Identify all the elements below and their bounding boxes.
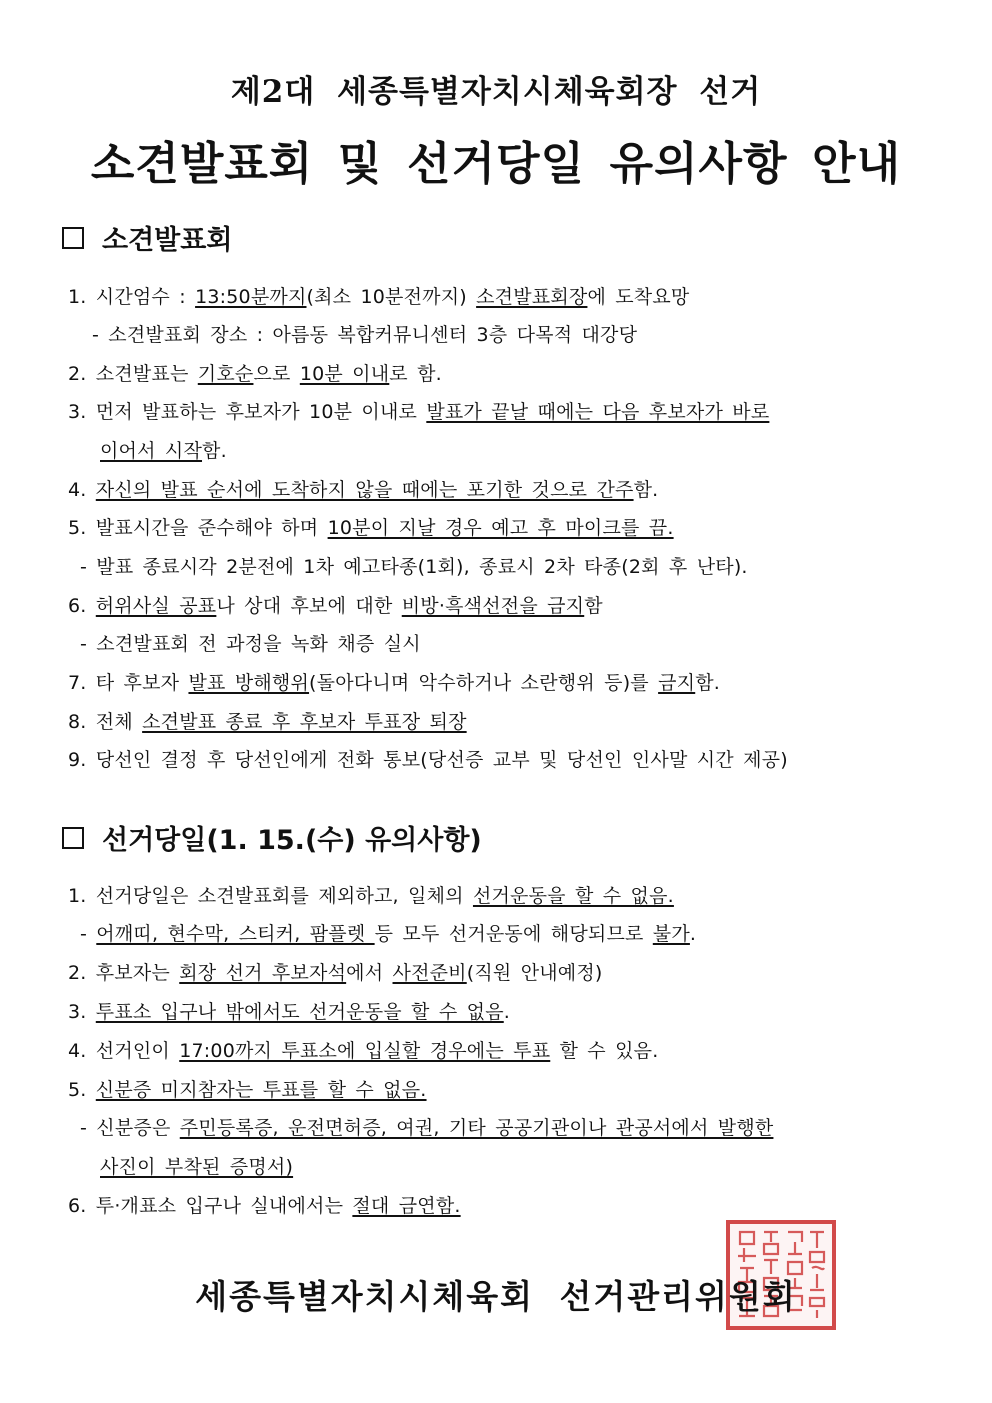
emphasized-text: 선거운동을 할 수 없음. (472, 885, 674, 907)
section-heading-label: 선거당일(1. 15.(수) 유의사항) (102, 825, 482, 856)
rule-line (80, 919, 696, 946)
rule-text: . (503, 1001, 510, 1023)
emphasized-text: 기호순 (197, 363, 254, 385)
emphasized-text: 이어서 시작 (100, 440, 203, 462)
rule-text: 함 (584, 595, 603, 617)
emphasized-text: 소견발표 종료 후 후보자 투표장 퇴장 (142, 711, 467, 733)
emphasized-text: 금지 (658, 672, 696, 694)
section-heading-election-day (62, 818, 482, 857)
rule-line (68, 1075, 427, 1102)
rule-text: 5. 발표시간을 준수해야 하며 (68, 517, 328, 539)
rule-line (100, 1152, 293, 1179)
rule-line (68, 668, 720, 695)
rule-line (68, 591, 603, 618)
section-heading-label: 소견발표회 (102, 225, 233, 256)
rule-line (68, 1036, 658, 1063)
emphasized-text: 10분이 지날 경우 예고 후 마이크를 끔. (327, 517, 674, 539)
rule-text: (직원 안내예정) (466, 962, 603, 984)
emphasized-text: 신분증 미지참자는 투표를 할 수 없음. (95, 1079, 427, 1101)
rule-line (68, 958, 603, 985)
emphasized-text: 10분 이내 (299, 363, 390, 385)
rule-text: 6. 투·개표소 입구나 실내에서는 (68, 1195, 353, 1217)
rule-text: 로 함. (389, 363, 442, 385)
emphasized-text: 자신의 발표 순서에 도착하지 않을 때에는 포기한 것으로 간주 (95, 479, 634, 501)
rule-text: 에서 (346, 962, 393, 984)
emphasized-text: 불가 (652, 923, 690, 945)
rule-text: . (689, 923, 697, 945)
emphasized-text: 주민등록증, 운전면허증, 여권, 기타 공공기관이나 관공서에서 발행한 (179, 1117, 774, 1139)
rule-text: 3. 먼저 발표하는 후보자가 10분 이내로 (68, 401, 427, 423)
rule-line (68, 282, 689, 309)
section-heading-presentation (62, 218, 232, 257)
rule-line (68, 1191, 461, 1218)
emphasized-text: 투표소 입구나 밖에서도 선거운동을 할 수 없음 (95, 1001, 504, 1023)
rule-text: - (80, 923, 97, 945)
issuing-organization: 세종특별자치시체육회 선거관리위원회 (195, 1277, 797, 1316)
rule-line (68, 881, 674, 908)
rule-text: 6. (68, 595, 96, 617)
rule-text: 함. (633, 479, 659, 501)
rule-line (68, 745, 788, 772)
emphasized-text: 어깨띠, 현수막, 스티커, 팜플렛 (96, 923, 375, 945)
emphasized-text: 사진이 부착된 증명서) (100, 1156, 294, 1178)
rule-text: 함. (695, 672, 721, 694)
rule-line (68, 475, 658, 502)
rule-text: 9. 당선인 결정 후 당선인에게 전화 통보(당선증 교부 및 당선인 인사말 시간 제공) (68, 749, 788, 771)
rule-text: 8. 전체 (68, 711, 143, 733)
emphasized-text: 허위사실 공표 (95, 595, 217, 617)
rule-text: 4. (68, 479, 96, 501)
rule-text: 나 상대 후보에 대한 (216, 595, 402, 617)
emphasized-text: 비방·흑색선전을 금지 (401, 595, 585, 617)
rule-line (68, 997, 510, 1024)
rule-text: 5. (68, 1079, 96, 1101)
rule-line (92, 320, 637, 347)
emphasized-text: 절대 금연함. (352, 1195, 461, 1217)
emphasized-text: 발표가 끝날 때에는 다음 후보자가 바로 (426, 401, 770, 423)
emphasized-text: 사전준비 (392, 962, 467, 984)
emphasized-text: 17:00까지 투표소에 입실할 경우에는 투표 (179, 1040, 551, 1062)
document-subtitle: 제2대 세종특별자치시체육회장 선거 (230, 74, 762, 110)
emphasized-text: 소견발표회장 (476, 286, 588, 308)
document-title: 소견발표회 및 선거당일 유의사항 안내 (90, 137, 902, 190)
rule-line (80, 552, 748, 579)
rule-line (68, 513, 674, 540)
rule-line (68, 707, 467, 734)
rule-text: - 소견발표회 장소 : 아름동 복합커뮤니센터 3층 다목적 대강당 (92, 324, 638, 346)
checkbox-icon (62, 827, 84, 849)
rule-text: - 소견발표회 전 과정을 녹화 채증 실시 (80, 633, 421, 655)
emphasized-text: 발표 방해행위 (188, 672, 310, 694)
rule-text: - 발표 종료시각 2분전에 1차 예고타종(1회), 종료시 2차 타종(2회 후 난타). (80, 556, 748, 578)
rule-text: 3. (68, 1001, 96, 1023)
rule-text: 7. 타 후보자 (68, 672, 189, 694)
rule-line (80, 629, 421, 656)
rule-text: 4. 선거인이 (68, 1040, 180, 1062)
rule-text: (돌아다니며 악수하거나 소란행위 등)를 (309, 672, 659, 694)
rule-text: 1. 시간엄수 : (68, 286, 196, 308)
checkbox-icon (62, 227, 84, 249)
rule-text: 할 수 있음. (550, 1040, 659, 1062)
rule-text: 2. 후보자는 (68, 962, 180, 984)
rule-text: 으로 (253, 363, 300, 385)
rule-line (68, 359, 442, 386)
emphasized-text: 13:50분까지 (195, 286, 307, 308)
rule-text: 에 도착요망 (587, 286, 690, 308)
rule-line (68, 397, 769, 424)
emphasized-text: 회장 선거 후보자석 (179, 962, 347, 984)
rule-line (80, 1113, 773, 1140)
rule-text: 등 모두 선거운동에 해당되므로 (374, 923, 653, 945)
rule-text: - 신분증은 (80, 1117, 180, 1139)
rule-text: 2. 소견발표는 (68, 363, 198, 385)
rule-text: 1. 선거당일은 소견발표회를 제외하고, 일체의 (68, 885, 473, 907)
rule-text: 함. (202, 440, 227, 462)
rule-line (100, 436, 227, 463)
rule-text: (최소 10분전까지) (306, 286, 477, 308)
